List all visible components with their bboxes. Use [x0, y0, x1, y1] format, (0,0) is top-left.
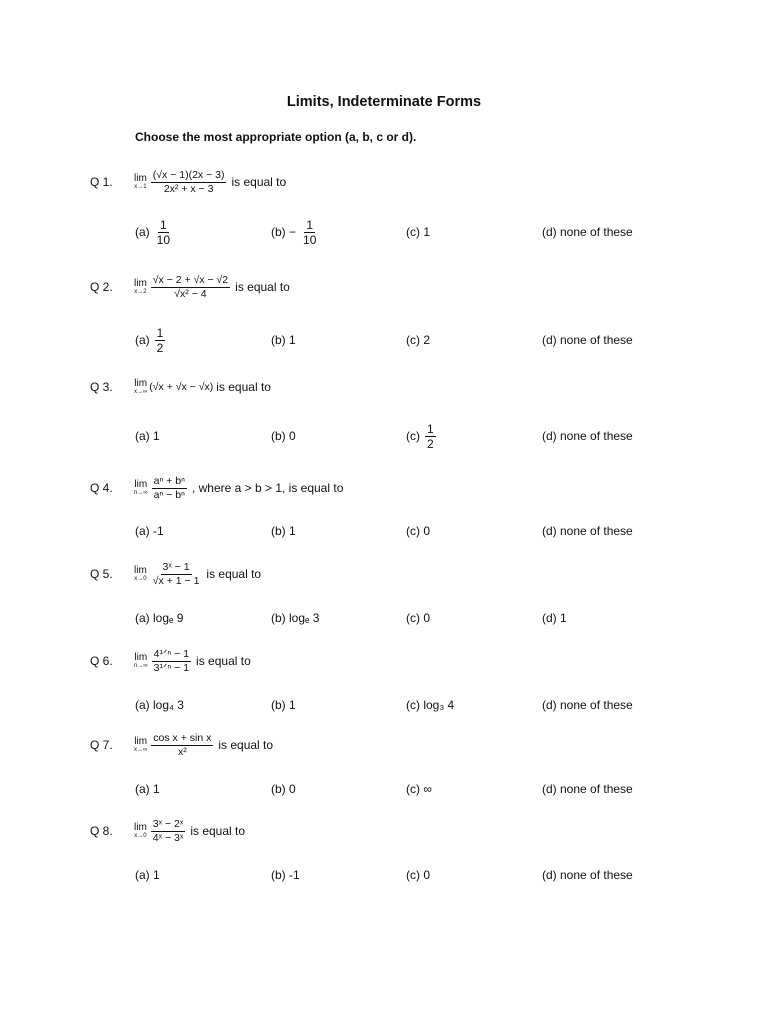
option-fraction	[425, 422, 436, 451]
instructions: Choose the most appropriate option (a, b, c or d).	[135, 130, 417, 144]
option-label: (a)	[135, 225, 150, 239]
option-label: (d) none of these	[542, 868, 633, 882]
option-b	[271, 689, 296, 721]
option-label: (a) 1	[135, 782, 160, 796]
question-expression	[134, 166, 286, 198]
option-c	[406, 689, 454, 721]
limit-subscript: x→2	[134, 288, 147, 295]
option-fraction-denominator: 10	[156, 232, 171, 247]
question-expression	[134, 815, 245, 847]
option-d	[542, 773, 633, 805]
page-title: Limits, Indeterminate Forms	[286, 94, 482, 110]
limit-fraction	[151, 561, 202, 588]
limit-word: lim	[134, 172, 147, 184]
option-label: (a) -1	[135, 524, 164, 538]
limit-subscript: x→0	[134, 575, 147, 582]
fraction-numerator: (√x − 1)(2x − 3)	[152, 168, 225, 181]
option-label: (a) 1	[135, 429, 160, 443]
fraction-numerator: √x − 2 + √x − √2	[152, 273, 229, 286]
option-d	[542, 324, 633, 356]
option-label: (c) 0	[406, 524, 430, 538]
question-expression	[134, 729, 273, 761]
option-label: (b) 0	[271, 429, 296, 443]
limit-word: lim	[134, 651, 148, 663]
fraction-denominator: 4ˣ − 3ˣ	[152, 831, 184, 844]
option-d	[542, 602, 567, 634]
option-label: (b) -1	[271, 868, 300, 882]
limit-subscript: x→∞	[134, 388, 148, 395]
option-label: (b) 1	[271, 333, 296, 347]
limit-word: lim	[134, 821, 147, 833]
limit-word: lim	[134, 735, 148, 747]
option-a	[135, 773, 160, 805]
question-tail: is equal to	[206, 567, 262, 581]
option-fraction-denominator: 2	[427, 436, 434, 451]
option-fraction-denominator: 2	[156, 340, 164, 355]
option-fraction-numerator: 1	[156, 325, 164, 340]
question-tail: , where a > b > 1, is equal to	[191, 481, 344, 495]
limit-operator	[134, 480, 148, 497]
question-number: Q 3.	[90, 380, 113, 394]
option-fraction	[301, 218, 318, 247]
option-label: (a) 1	[135, 868, 160, 882]
option-label: (c) 2	[406, 333, 430, 347]
limit-fraction	[151, 732, 213, 759]
option-b	[271, 420, 296, 452]
option-label: (c) 1	[406, 225, 430, 239]
question-tail: is equal to	[231, 175, 287, 189]
option-a	[135, 324, 165, 356]
option-b	[271, 859, 300, 891]
question-number: Q 1.	[90, 175, 113, 189]
option-c	[406, 216, 430, 248]
limit-operator	[134, 823, 147, 840]
fraction-denominator: 2x² + x − 3	[163, 182, 214, 195]
option-label: (d) none of these	[542, 429, 633, 443]
option-a	[135, 602, 183, 634]
option-label: (c) log₃ 4	[406, 698, 455, 712]
option-fraction-numerator: 1	[427, 421, 434, 436]
fraction-numerator: aⁿ + bⁿ	[153, 474, 185, 487]
limit-word: lim	[134, 377, 148, 389]
option-c	[406, 324, 430, 356]
option-label: (b) logₑ 3	[271, 611, 320, 625]
limit-operator	[134, 653, 148, 670]
option-b	[271, 773, 296, 805]
question-expression	[134, 472, 343, 504]
option-label: (d) none of these	[542, 698, 633, 712]
fraction-numerator: 3ˣ − 1	[162, 560, 190, 573]
question-expression	[134, 558, 261, 590]
question-number: Q 6.	[90, 654, 113, 668]
option-a	[135, 859, 160, 891]
question-expression	[134, 645, 251, 677]
limit-operator	[134, 737, 147, 754]
option-a	[135, 216, 172, 248]
option-c	[406, 420, 436, 452]
option-label: (d) 1	[542, 611, 567, 625]
option-a	[135, 689, 184, 721]
option-label: (b) −	[271, 225, 297, 239]
fraction-denominator: aⁿ − bⁿ	[153, 488, 185, 501]
limit-word: lim	[134, 564, 147, 576]
option-c	[406, 859, 430, 891]
option-label: (d) none of these	[542, 524, 633, 538]
limit-fraction	[151, 274, 230, 301]
limit-fraction	[151, 169, 227, 196]
question-tail: is equal to	[190, 824, 246, 838]
option-b	[271, 515, 296, 547]
question-number: Q 7.	[90, 738, 113, 752]
limit-subscript: n→∞	[134, 489, 148, 496]
option-fraction-denominator: 10	[303, 232, 317, 247]
option-d	[542, 420, 633, 452]
fraction-numerator: 4¹ᐟⁿ − 1	[153, 647, 190, 660]
option-b	[271, 602, 319, 634]
option-c	[406, 602, 430, 634]
fraction-denominator: √x + 1 − 1	[152, 574, 200, 587]
limit-subscript: x→∞	[134, 746, 148, 753]
option-b	[271, 324, 296, 356]
option-a	[135, 420, 160, 452]
option-c	[406, 515, 430, 547]
option-fraction-numerator: 1	[160, 217, 167, 232]
option-label: (a)	[135, 333, 150, 347]
option-d	[542, 515, 633, 547]
question-number: Q 5.	[90, 567, 113, 581]
question-expression	[134, 371, 271, 403]
option-fraction	[155, 218, 172, 247]
option-label: (d) none of these	[542, 225, 633, 239]
option-label: (b) 0	[271, 782, 296, 796]
limit-operator	[134, 174, 147, 191]
option-label: (a) log₄ 3	[135, 698, 184, 712]
question-tail: is equal to	[235, 280, 290, 294]
option-label: (c) 0	[406, 868, 430, 882]
option-label: (c) 0	[406, 611, 430, 625]
limit-word: lim	[134, 478, 148, 490]
option-d	[542, 689, 633, 721]
limit-subscript: x→1	[134, 183, 147, 190]
option-label: (b) 1	[271, 524, 296, 538]
question-number: Q 2.	[90, 280, 113, 294]
fraction-denominator: x²	[177, 745, 187, 758]
option-label: (c)	[406, 429, 420, 443]
limit-fraction	[152, 475, 187, 502]
limit-operator	[134, 379, 147, 396]
option-a	[135, 515, 164, 547]
limit-fraction	[152, 648, 191, 675]
option-label: (b) 1	[271, 698, 296, 712]
question-tail: is equal to	[196, 654, 251, 668]
option-fraction	[155, 326, 166, 355]
limit-subscript: n→∞	[134, 662, 148, 669]
option-label: (d) none of these	[542, 782, 633, 796]
limit-operator	[134, 566, 147, 583]
question-tail: is equal to	[218, 738, 274, 752]
option-c	[406, 773, 432, 805]
limit-expression: (√x + √x − √x)	[149, 381, 214, 393]
question-number: Q 4.	[90, 481, 113, 495]
question-tail: is equal to	[216, 380, 271, 394]
limit-fraction	[151, 818, 186, 845]
limit-operator	[134, 279, 147, 296]
fraction-numerator: cos x + sin x	[153, 731, 212, 744]
limit-subscript: x→0	[134, 832, 147, 839]
fraction-denominator: √x² − 4	[174, 287, 207, 300]
option-d	[542, 859, 633, 891]
option-d	[542, 216, 633, 248]
option-b	[271, 216, 318, 248]
question-number: Q 8.	[90, 824, 113, 838]
option-label: (d) none of these	[542, 333, 633, 347]
limit-word: lim	[134, 277, 147, 289]
fraction-numerator: 3ˣ − 2ˣ	[152, 817, 184, 830]
option-label: (a) logₑ 9	[135, 611, 184, 625]
question-expression	[134, 271, 290, 303]
option-fraction-numerator: 1	[306, 217, 314, 232]
fraction-denominator: 3¹ᐟⁿ − 1	[153, 661, 190, 674]
option-label: (c) ∞	[406, 782, 432, 796]
